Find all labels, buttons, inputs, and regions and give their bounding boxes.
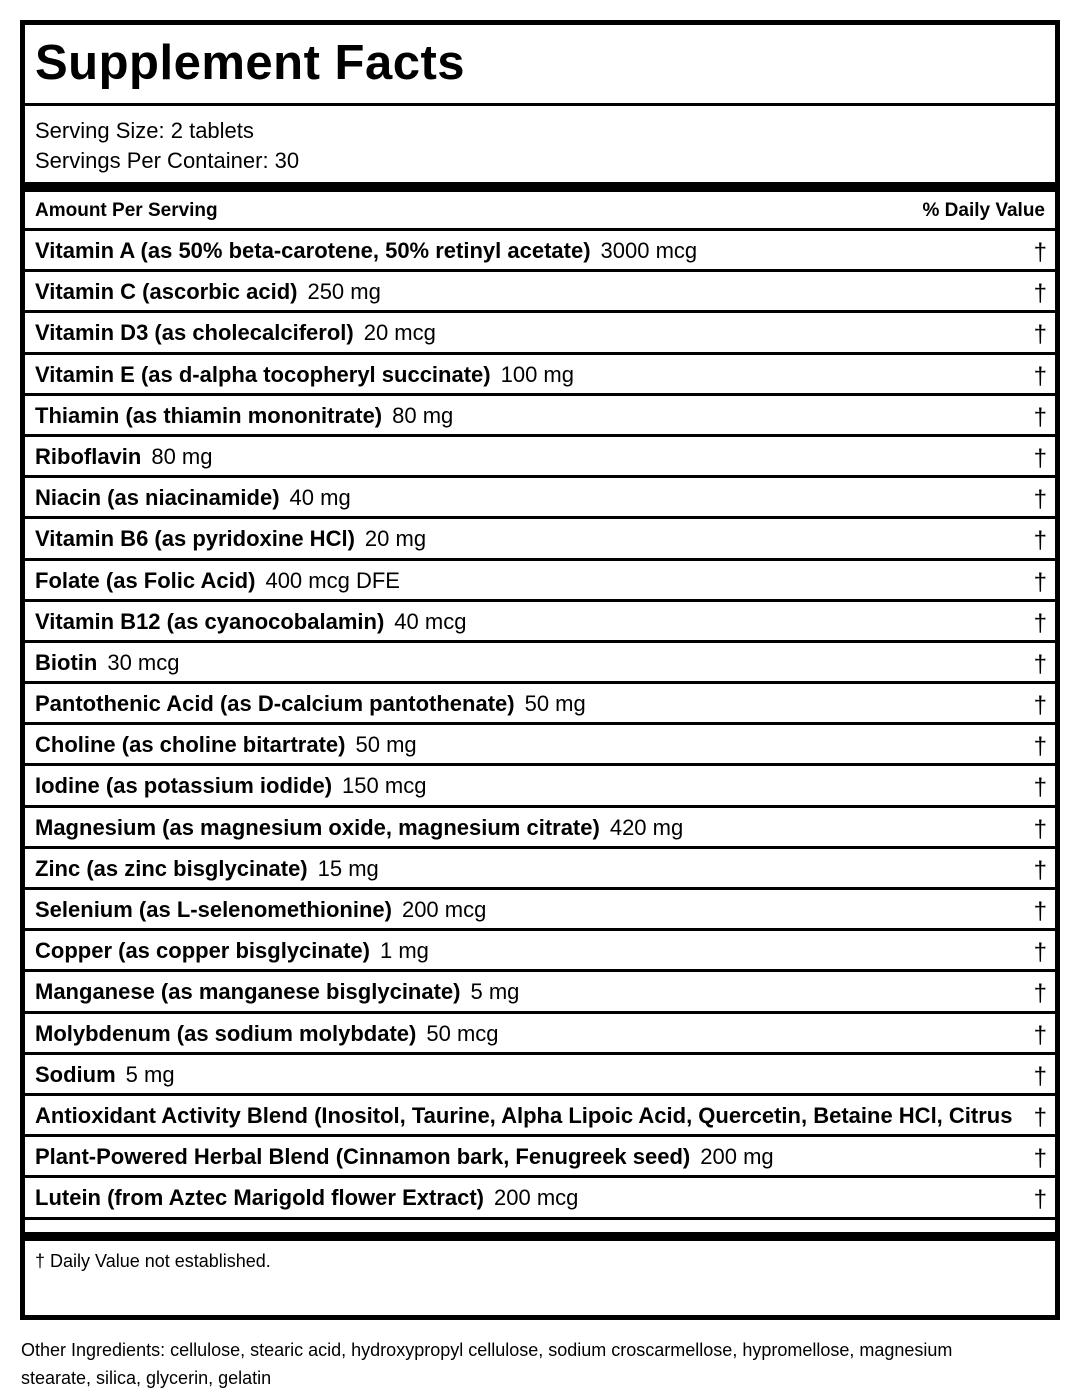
nutrient-row — [25, 313, 1055, 354]
nutrient-name — [35, 940, 429, 962]
nutrient-amount: 5 mg — [470, 979, 520, 1005]
nutrient-name-text: Lutein (from Aztec Marigold flower Extract) — [35, 1185, 485, 1211]
thick-divider — [25, 182, 1055, 192]
nutrient-amount: 150 mcg — [342, 773, 427, 799]
nutrient-name-text: Vitamin C (ascorbic acid) — [35, 279, 298, 305]
nutrient-row — [25, 602, 1055, 643]
daily-value-dagger: † — [1033, 1103, 1047, 1131]
daily-value-dagger: † — [1033, 609, 1047, 637]
nutrient-row — [25, 808, 1055, 849]
nutrient-row — [25, 725, 1055, 766]
daily-value-dagger: † — [1033, 1021, 1047, 1049]
nutrient-name-text: Vitamin D3 (as cholecalciferol) — [35, 320, 354, 346]
nutrient-amount: 50 mg — [355, 732, 417, 758]
nutrient-row — [25, 272, 1055, 313]
nutrient-name — [35, 322, 436, 344]
nutrient-name-text: Riboflavin — [35, 443, 142, 469]
serving-size: Serving Size: 2 tablets — [35, 118, 254, 143]
nutrient-row — [25, 684, 1055, 725]
nutrient-name-text: Vitamin A (as 50% beta-carotene, 50% retinyl acetate) — [35, 238, 591, 263]
nutrient-name — [35, 487, 351, 509]
daily-value-footnote: † Daily Value not established. — [35, 1251, 271, 1271]
nutrient-name — [35, 814, 684, 840]
nutrient-amount: 3000 mcg — [600, 238, 698, 263]
daily-value-dagger: † — [1033, 898, 1047, 925]
daily-value-dagger: † — [1033, 815, 1047, 843]
nutrient-name — [35, 443, 213, 469]
nutrient-row — [25, 1055, 1055, 1096]
column-header-row — [25, 192, 1055, 231]
nutrient-row — [25, 437, 1055, 478]
nutrient-name — [35, 855, 379, 881]
daily-value-dagger: † — [1033, 692, 1047, 720]
nutrient-row — [25, 561, 1055, 602]
title-block — [25, 25, 1055, 106]
daily-value-dagger: † — [1033, 1186, 1047, 1214]
panel-title: Supplement Facts — [35, 36, 466, 90]
nutrient-amount: 200 mg — [700, 1144, 774, 1170]
daily-value-dagger: † — [1033, 1062, 1047, 1090]
daily-value-dagger: † — [1033, 403, 1047, 431]
nutrient-name — [35, 240, 697, 262]
nutrient-row — [25, 890, 1055, 931]
nutrient-name-text: Antioxidant Activity Blend (Inositol, Taurine, Alpha Lipoic Acid, Quercetin, Betaine HCl, Citrus — [35, 1102, 1013, 1128]
supplement-facts-panel — [20, 20, 1060, 1320]
daily-value-dagger: † — [1033, 486, 1047, 514]
nutrient-amount: 5 mg — [125, 1061, 175, 1087]
nutrient-row — [25, 1137, 1055, 1178]
nutrient-name-text: Manganese (as manganese bisglycinate) — [35, 979, 461, 1005]
nutrient-name — [35, 649, 180, 675]
nutrient-name — [35, 1020, 499, 1046]
other-ingredients: Other Ingredients: cellulose, stearic acid, hydroxypropyl cellulose, sodium croscarmellose, hypromellose, magnesium stearate, silica, glycerin, gelatin — [21, 1340, 953, 1388]
daily-value-dagger: † — [1033, 774, 1047, 802]
nutrient-name-text: Thiamin (as thiamin mononitrate) — [35, 402, 383, 428]
nutrient-amount: 40 mg — [289, 485, 351, 511]
daily-value-dagger: † — [1033, 239, 1047, 266]
nutrient-amount: 20 mcg — [363, 320, 436, 346]
amount-per-serving-header: Amount Per Serving — [35, 200, 218, 221]
nutrient-name-text: Pantothenic Acid (as D-calcium pantothenate) — [35, 691, 515, 717]
daily-value-dagger: † — [1033, 568, 1047, 596]
nutrient-amount: 40 mcg — [394, 608, 467, 634]
nutrient-amount: 200 mcg — [494, 1185, 579, 1211]
nutrient-row — [25, 396, 1055, 437]
daily-value-header: % Daily Value — [922, 200, 1045, 221]
servings-per-container: Servings Per Container: 30 — [35, 148, 300, 173]
serving-info — [25, 106, 1055, 182]
nutrient-name-text: Biotin — [35, 649, 98, 675]
nutrient-amount: 15 mg — [317, 855, 379, 881]
nutrient-row — [25, 931, 1055, 972]
nutrient-amount: 200 mcg — [401, 897, 487, 922]
daily-value-dagger: † — [1033, 527, 1047, 555]
daily-value-dagger: † — [1033, 733, 1047, 761]
nutrient-name — [35, 693, 586, 715]
daily-value-dagger: † — [1033, 980, 1047, 1008]
nutrient-name — [35, 1061, 175, 1087]
nutrient-row — [25, 1178, 1055, 1219]
nutrient-row — [25, 643, 1055, 684]
nutrient-row — [25, 1096, 1055, 1137]
nutrient-name-text: Vitamin B12 (as cyanocobalamin) — [35, 608, 385, 634]
nutrient-amount: 80 mg — [151, 443, 213, 469]
nutrient-name — [35, 1102, 1013, 1128]
daily-value-dagger: † — [1033, 650, 1047, 678]
nutrient-amount: 50 mcg — [426, 1020, 499, 1046]
nutrient-name-text: Magnesium (as magnesium oxide, magnesium citrate) — [35, 814, 600, 840]
bottom-thick-divider — [25, 1232, 1055, 1241]
daily-value-dagger: † — [1033, 321, 1047, 349]
nutrient-name-text: Selenium (as L-selenomethionine) — [35, 897, 392, 922]
nutrient-name — [35, 281, 381, 303]
nutrient-name-text: Niacin (as niacinamide) — [35, 485, 280, 511]
nutrient-name — [35, 402, 454, 428]
nutrient-row — [25, 478, 1055, 519]
nutrient-name-text: Sodium — [35, 1061, 116, 1087]
nutrient-name-text: Iodine (as potassium iodide) — [35, 773, 333, 799]
daily-value-dagger: † — [1033, 444, 1047, 472]
nutrient-name — [35, 567, 400, 593]
nutrient-row — [25, 355, 1055, 396]
nutrient-name-text: Folate (as Folic Acid) — [35, 567, 256, 593]
daily-value-dagger: † — [1033, 856, 1047, 884]
nutrient-name — [35, 1187, 578, 1209]
nutrient-amount: 30 mcg — [107, 649, 180, 675]
daily-value-dagger: † — [1033, 362, 1047, 390]
nutrient-name — [35, 361, 574, 387]
nutrient-amount: 80 mg — [392, 402, 454, 428]
nutrient-row — [25, 766, 1055, 807]
nutrient-row — [25, 1014, 1055, 1055]
nutrient-name — [35, 734, 417, 756]
daily-value-dagger: † — [1033, 1145, 1047, 1173]
nutrient-amount: 420 mg — [609, 814, 684, 840]
nutrient-name — [35, 899, 486, 921]
daily-value-dagger: † — [1033, 280, 1047, 308]
nutrient-name — [35, 1146, 774, 1168]
nutrient-amount: 100 mg — [500, 361, 574, 387]
nutrient-amount: 1 mg — [379, 938, 429, 964]
nutrient-amount: 20 mg — [364, 526, 427, 552]
nutrient-name-text: Choline (as choline bitartrate) — [35, 732, 346, 758]
daily-value-dagger: † — [1033, 939, 1047, 967]
nutrient-name — [35, 528, 426, 550]
nutrient-row — [25, 231, 1055, 272]
nutrient-amount: 400 mcg DFE — [265, 567, 400, 593]
nutrient-name — [35, 981, 519, 1003]
nutrient-name-text: Vitamin B6 (as pyridoxine HCl) — [35, 526, 355, 552]
nutrient-name — [35, 608, 467, 634]
nutrient-name-text: Zinc (as zinc bisglycinate) — [35, 855, 308, 881]
nutrient-name-text: Copper (as copper bisglycinate) — [35, 938, 370, 964]
nutrient-rows — [25, 231, 1055, 1220]
nutrient-row — [25, 849, 1055, 890]
nutrient-name-text: Vitamin E (as d-alpha tocopheryl succinate) — [35, 361, 491, 387]
nutrient-amount: 250 mg — [307, 279, 381, 305]
nutrient-row — [25, 972, 1055, 1013]
nutrient-name — [35, 775, 426, 797]
nutrient-name-text: Molybdenum (as sodium molybdate) — [35, 1020, 417, 1046]
nutrient-row — [25, 519, 1055, 560]
nutrient-name-text: Plant-Powered Herbal Blend (Cinnamon bark, Fenugreek seed) — [35, 1144, 691, 1170]
nutrient-amount: 50 mg — [524, 691, 586, 717]
